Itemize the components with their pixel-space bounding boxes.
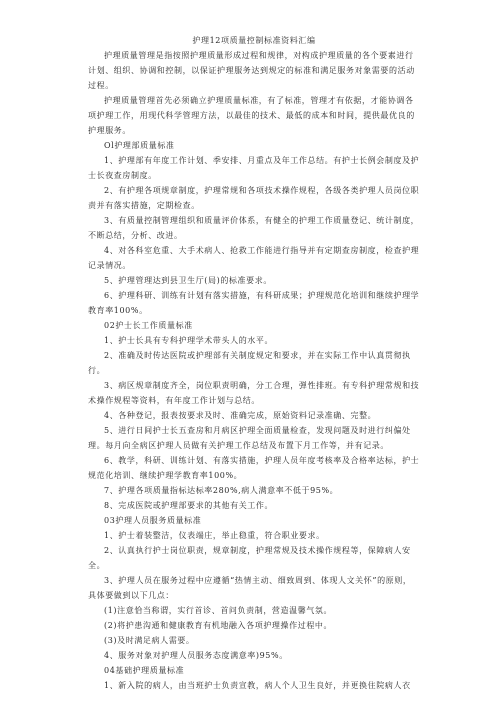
paragraph: 3、护理人员在服务过程中应遵循“热情主动、细致周到、体现人文关怀”的原则，具体要做到以下几点： xyxy=(88,576,412,600)
paragraph: 3、有质量控制管理组织和质量评价体系，有健全的护理工作质量登记、统计制度，不断总结，分析、改进。 xyxy=(88,216,420,240)
paragraph: 3、病区规章制度齐全，岗位职责明确，分工合理，弹性排班。有专科护理常规和技术操作规程等资料，有年度工作计划与总结。 xyxy=(88,381,420,405)
paragraph: 1、护士着装整洁，仪表端庄，举止稳重，符合职业要求。 xyxy=(104,531,325,540)
paragraph: 护理质量管理是指按照护理质量形成过程和规律，对构成护理质量的各个要素进行计划、组织、协调和控制，以保证护理服务达到规定的标准和满足服务对象需要的活动过程。 xyxy=(88,51,415,90)
paragraph: 2、认真执行护士岗位职责，规章制度，护理常规及技术操作规程等，保障病人安全。 xyxy=(88,546,411,570)
paragraph: Ol护理部质量标准 xyxy=(104,141,175,150)
paragraph: (3)及时满足病人需要。 xyxy=(104,636,195,645)
paragraph: 4、对各科室危重、大手术病人、抢救工作能进行指导并有定期查房制度，检查护理记录情况。 xyxy=(88,246,420,270)
paragraph: 1、护士长具有专科护理学术带头人的水平。 xyxy=(104,336,274,345)
document-title: 护理12项质量控制标准资料汇编 xyxy=(192,36,316,45)
paragraph: 5、护理管理达到县卫生厅(局)的标准要求。 xyxy=(104,276,272,285)
paragraph: 4、服务对象对护理人员服务态度满意率)95%。 xyxy=(104,651,288,660)
paragraph: 4、各种登记，报表按要求及时、准确完成，原始资料记录准确、完整。 xyxy=(104,411,377,420)
paragraph: 护理质量管理首先必须确立护理质量标准，有了标准，管理才有依据，才能协调各项护理工作，用现代科学管理方法，以最佳的技术、最低的成本和时间，提供最优良的护理服务。 xyxy=(88,96,415,135)
document-body xyxy=(88,48,420,693)
paragraph: 6、教学，科研、训练计划、有落实措施，护理人员年度考核率及合格率达标，护士规范化培训、继续护理学教育率100%。 xyxy=(88,456,420,480)
paragraph: 8、完成医院或护理部要求的其他有关工作。 xyxy=(104,501,274,510)
paragraph: 6、护理科研、训练有计划有落实措施，有科研成果；护理规范化培训和继续护理学教育率100%。 xyxy=(88,291,420,315)
paragraph: 5、进行日间护士长五查房和月病区护理全面质量检查，发现问题及时进行纠偏处理。每月向全病区护理人员做有关护理工作总结及布置下月工作等，并有记录。 xyxy=(88,426,411,450)
paragraph: 02护士长工作质量标准 xyxy=(104,321,193,330)
paragraph: 2、有护理各项规章制度，护理常规和各项技术操作规程，各级各类护理人员岗位职责并有落实措施，定期检查。 xyxy=(88,186,420,210)
paragraph: 1、护理部有年度工作计划、季安排、月重点及年工作总结。有护士长例会制度及护士长夜查房制度。 xyxy=(88,156,420,180)
paragraph: (1)注意恰当称谓，实行首诊、首问负责制，营造温馨气氛。 xyxy=(104,606,333,615)
paragraph: (2)将护患沟通和健康教育有机地融入各项护理操作过程中。 xyxy=(104,621,333,630)
paragraph: 7、护理各项质量指标达标率280%,病人满意率不低于95%。 xyxy=(104,486,339,495)
paragraph: 03护理人员服务质量标准 xyxy=(104,516,202,525)
paragraph: 04基础护理质量标准 xyxy=(104,666,185,675)
paragraph: 1、新入院的病人，由当班护士负责宣教，病人个人卫生良好，并更换住院病人衣 xyxy=(104,681,411,690)
paragraph: 2、准确及时传达医院或护理部有关制度规定和要求，并在实际工作中认真贯彻执行。 xyxy=(88,351,411,375)
